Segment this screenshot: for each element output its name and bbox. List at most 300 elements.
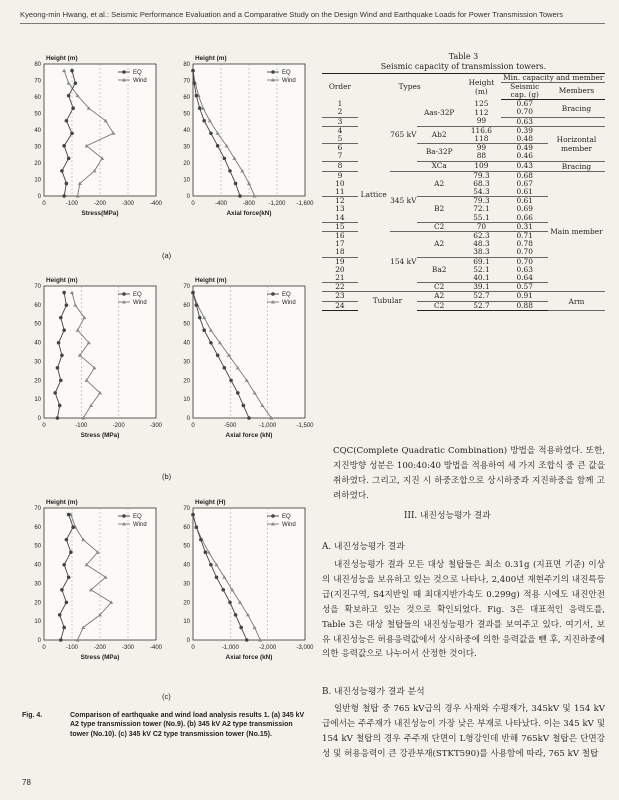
y-tick-label: 20	[34, 161, 41, 167]
eq-marker	[65, 182, 69, 186]
chart-svg	[171, 48, 313, 223]
cell-capacity: 0.39	[516, 125, 533, 135]
cell-subtype: A2	[417, 292, 461, 301]
cell-order: 7	[322, 152, 358, 161]
x-tick-label: -1,000	[259, 423, 277, 429]
y-tick-label: 10	[183, 619, 190, 626]
cell-height: 112	[474, 107, 489, 117]
cell-capacity: 0.91	[501, 292, 547, 301]
legend-wind-label: Wind	[282, 300, 296, 306]
y-tick-label: 10	[34, 397, 41, 404]
x-tick-label: 0	[42, 423, 46, 429]
legend-eq-label: EQ	[282, 292, 291, 298]
section-heading: III. 내진성능평가 결과	[404, 511, 491, 521]
y-tick-label: 40	[183, 562, 190, 569]
cell-subtype: A2	[417, 232, 461, 258]
legend-eq-marker	[271, 292, 275, 296]
legend-eq-marker	[122, 514, 126, 518]
cell-order: 3	[322, 117, 358, 126]
page-number: 78	[22, 778, 31, 787]
paragraph-a: 내진성능평가 결과 모든 대상 철탑들은 최소 0.31g (지표면 기준) 이상의 내진성능을 보유하고 있는 것으로 나타나, 2,400년 재현주기의 내진특등급(지진구역, S4지반일 때 최대지반가속도 0.299g) 적용 시에도 내진안전성을 확보하고 있는 것으로 확인되었다. Fig. 3은 대표적인 응력도를, Table 3은 대상 철탑들의 내진성능평가 결과를 보여주고 있다. 여기서, 보유 내진성능은 허용응력값에서 상시하중에 의한 응력값을 뺀 후, 지진하중에 의한 응력값으로 나누어서 산정한 것이다.	[322, 560, 605, 660]
eq-marker	[245, 638, 249, 642]
x-tick-label: 0	[42, 201, 46, 207]
cell-height: 72.1	[473, 204, 490, 214]
cell-capacity: 0.46	[501, 152, 547, 161]
panel-a-axial	[171, 48, 314, 217]
cell-capacity: 0.70	[516, 256, 533, 266]
y-tick-label: 60	[34, 302, 41, 309]
x-axis-label: Axial force (kN)	[225, 432, 273, 439]
y-tick-label: 20	[183, 378, 190, 385]
y-tick-label: 0	[37, 416, 41, 422]
cell-order: 8	[322, 161, 358, 171]
eq-marker	[60, 169, 64, 173]
cell-height: 62.3	[473, 231, 490, 241]
cell-height: 69.1	[473, 256, 490, 266]
legend-eq-marker	[122, 70, 126, 74]
chart-svg	[22, 48, 164, 223]
y-tick-label: 0	[186, 194, 190, 200]
chart-svg	[22, 492, 164, 667]
x-tick-label: -2,000	[259, 645, 277, 651]
x-tick-label: 0	[191, 423, 195, 429]
x-tick-label: -1,200	[268, 201, 286, 207]
legend-wind-label: Wind	[282, 522, 296, 528]
cell-order: 23	[322, 292, 358, 301]
y-tick-label: 50	[183, 321, 190, 328]
cell-order: 11	[322, 188, 358, 197]
eq-marker	[67, 513, 71, 517]
cell-height: 116.6	[470, 125, 492, 135]
cell-subtype: C2	[417, 301, 461, 310]
y-tick-label: 70	[183, 78, 190, 85]
x-axis-label: Stress (MPa)	[80, 432, 120, 439]
eq-marker	[59, 316, 63, 320]
cell-capacity: 0.66	[501, 214, 547, 223]
y-tick-label: 40	[183, 128, 190, 134]
cell-order: 2	[322, 108, 358, 117]
panel-b-stress	[22, 270, 164, 439]
cell-height: 70	[461, 222, 501, 231]
y-tick-label: 50	[34, 111, 41, 118]
y-tick-label: 30	[183, 359, 190, 366]
chart-svg	[22, 270, 164, 445]
x-axis-label: Stress(MPa)	[81, 210, 119, 217]
figure-caption	[22, 711, 312, 739]
th-seismic-cap: Seismic cap. (g)	[501, 83, 547, 100]
cell-height: 38.3	[461, 248, 501, 257]
cell-height: 40.1	[461, 274, 501, 283]
x-tick-label: -100	[75, 423, 88, 429]
cell-subtype: B2	[417, 197, 461, 223]
y-tick-label: 10	[34, 177, 41, 184]
cell-order: 19	[335, 256, 345, 266]
cell-capacity: 0.48	[501, 135, 547, 144]
cell-capacity: 0.61	[501, 188, 547, 197]
header-rule	[20, 23, 605, 24]
eq-marker	[65, 601, 69, 605]
eq-marker	[223, 366, 227, 370]
cell-member	[548, 117, 605, 126]
eq-marker	[195, 94, 199, 98]
cell-capacity: 0.63	[516, 264, 533, 274]
legend-wind-label: Wind	[282, 78, 296, 84]
subsection-a-heading: A. 내진성능평가 결과	[322, 542, 405, 552]
eq-marker	[60, 354, 64, 358]
cell-height: 48.3	[473, 239, 490, 249]
cell-capacity: 0.64	[501, 274, 547, 283]
cell-member: Bracing	[548, 161, 605, 171]
chart-svg	[171, 270, 313, 445]
cell-order: 22	[322, 283, 358, 292]
table-title: Table 3	[448, 52, 479, 61]
eq-marker	[199, 538, 203, 542]
cell-height: 39.1	[461, 283, 501, 292]
cell-height: 99	[461, 117, 501, 126]
y-tick-label: 40	[34, 562, 41, 569]
y-tick-label: 40	[34, 340, 41, 347]
eq-marker	[228, 601, 232, 605]
cell-subtype: C2	[417, 283, 461, 292]
y-tick-label: 30	[34, 359, 41, 366]
x-tick-label: -400	[149, 201, 163, 207]
cell-height: 54.3	[461, 188, 501, 197]
cell-capacity: 0.88	[501, 301, 547, 310]
eq-marker	[202, 328, 206, 332]
cell-order: 5	[322, 135, 358, 144]
cell-height: 88	[461, 152, 501, 161]
eq-marker	[70, 69, 74, 73]
legend-eq-label: EQ	[282, 514, 291, 520]
legend-eq-marker	[271, 70, 275, 74]
eq-marker	[209, 563, 213, 567]
cell-height: 52.1	[473, 264, 490, 274]
y-tick-label: 30	[34, 581, 41, 588]
eq-marker	[247, 416, 251, 420]
eq-marker	[65, 538, 69, 542]
x-tick-label: 0	[191, 201, 195, 207]
cell-capacity: 0.49	[516, 143, 533, 153]
cell-order: 17	[335, 239, 345, 249]
cell-order: 24	[322, 301, 358, 310]
eq-marker	[62, 563, 66, 567]
eq-marker	[239, 626, 243, 630]
th-order: Order	[322, 74, 358, 100]
cell-capacity: 0.31	[501, 222, 547, 231]
eq-marker	[60, 588, 64, 592]
cell-order: 10	[335, 178, 345, 188]
eq-marker	[236, 391, 240, 395]
y-tick-label: 10	[34, 619, 41, 626]
y-tick-label: 60	[34, 524, 41, 531]
cell-capacity: 0.69	[516, 204, 533, 214]
eq-marker	[192, 81, 196, 85]
eq-marker	[62, 194, 66, 198]
cell-order: 13	[335, 204, 345, 214]
chart-svg	[171, 492, 313, 667]
x-axis-label: Stress (MPa)	[80, 654, 120, 661]
eq-marker	[62, 144, 66, 148]
y-tick-label: 50	[183, 111, 190, 118]
cell-height: 99	[476, 143, 487, 153]
eq-marker	[191, 291, 195, 295]
cell-capacity: 0.61	[516, 196, 533, 206]
cell-member: Bracing	[548, 100, 605, 117]
eq-marker	[67, 576, 71, 580]
cell-height: 109	[461, 161, 501, 171]
eq-marker	[238, 194, 242, 198]
y-tick-label: 70	[34, 78, 41, 85]
panel-c-stress	[22, 492, 164, 661]
eq-marker	[62, 291, 66, 295]
eq-marker	[198, 106, 202, 110]
cell-tubular: Tubular	[372, 296, 403, 306]
x-tick-label: -1,600	[296, 201, 314, 207]
x-tick-label: -200	[112, 423, 125, 429]
eq-marker	[228, 169, 232, 173]
x-axis-label: Axial force (kN)	[225, 654, 273, 661]
x-tick-label: -500	[224, 423, 237, 429]
y-tick-label: 70	[34, 284, 41, 290]
eq-marker	[229, 379, 233, 383]
x-tick-label: -400	[149, 645, 163, 651]
legend-wind-label: Wind	[133, 78, 147, 84]
y-tick-label: 40	[183, 340, 190, 347]
eq-marker	[215, 576, 219, 580]
cell-height: 125	[474, 98, 489, 108]
cell-order: 21	[322, 274, 358, 283]
y-tick-label: 0	[37, 638, 41, 644]
y-tick-label: 30	[34, 144, 41, 151]
y-tick-label: 40	[34, 128, 41, 134]
x-tick-label: -200	[93, 645, 107, 651]
y-tick-label: 20	[34, 600, 41, 607]
eq-marker	[234, 182, 238, 186]
legend-eq-marker	[271, 514, 275, 518]
eq-marker	[216, 354, 220, 358]
th-types: Types	[358, 74, 461, 100]
eq-marker	[67, 94, 71, 98]
eq-marker	[65, 303, 69, 307]
eq-marker	[71, 525, 75, 529]
eq-marker	[59, 379, 63, 383]
running-header: Kyeong-min Hwang, et al.: Seismic Performance Evaluation and a Comparative Study on the Design Wind and Earthquake Loads for Power Transmission Towers	[20, 10, 564, 19]
table-row	[322, 292, 605, 301]
cell-order: 9	[337, 170, 343, 180]
eq-marker	[69, 550, 73, 554]
y-axis-label: Height (H)	[195, 499, 226, 506]
y-tick-label: 10	[183, 177, 190, 184]
y-tick-label: 80	[34, 62, 41, 68]
cell-height: 52.7	[461, 301, 501, 310]
x-tick-label: 0	[42, 645, 46, 651]
y-axis-label: Height (m)	[195, 277, 227, 284]
y-tick-label: 70	[183, 284, 190, 290]
cell-height: 79.3	[473, 196, 490, 206]
x-tick-label: -400	[214, 201, 228, 207]
x-tick-label: -100	[65, 201, 79, 207]
cell-order: 18	[322, 248, 358, 257]
eq-marker	[209, 132, 213, 136]
x-tick-label: -1,000	[221, 645, 239, 651]
figure-4	[22, 48, 314, 708]
x-tick-label: -300	[121, 645, 135, 651]
cell-subtype: Ab2	[417, 126, 461, 143]
sublabel-c: (c)	[162, 692, 171, 701]
y-tick-label: 50	[183, 543, 190, 550]
caption-label: Fig. 4.	[22, 712, 43, 719]
legend-wind-label: Wind	[133, 522, 147, 528]
y-tick-label: 60	[183, 302, 190, 309]
eq-marker	[70, 132, 74, 136]
y-axis-label: Height (m)	[46, 55, 78, 62]
cell-order: 20	[335, 264, 345, 274]
table-3	[322, 52, 605, 311]
eq-marker	[195, 525, 199, 529]
x-axis-label: Axial force(kN)	[226, 210, 272, 217]
eq-marker	[58, 404, 62, 408]
sublabel-b: (b)	[162, 472, 172, 481]
y-tick-label: 10	[183, 397, 190, 404]
cell-capacity: 0.71	[516, 231, 533, 241]
y-tick-label: 80	[183, 62, 190, 68]
y-tick-label: 0	[37, 194, 41, 200]
cell-voltage: 154 kV	[390, 232, 417, 292]
panel-b-axial	[171, 270, 314, 439]
seismic-capacity-table	[322, 73, 605, 311]
sublabel-a: (a)	[162, 251, 172, 260]
cell-order: 6	[337, 143, 343, 153]
y-tick-label: 60	[34, 95, 41, 101]
caption-text: Comparison of earthquake and wind load analysis results 1. (a) 345 kV A2 type transmission tower (No.9). (b) 345 kV A2 type transmission tower (No.10). (c) 345 kV C2 type transmission tower (No.15).	[70, 712, 305, 738]
cell-order: 16	[335, 231, 345, 241]
cell-order: 14	[322, 214, 358, 223]
eq-marker	[195, 303, 199, 307]
eq-marker	[234, 613, 238, 617]
th-height: Height (m)	[461, 74, 501, 100]
eq-marker	[242, 404, 246, 408]
cell-lattice: Lattice	[358, 100, 390, 292]
y-axis-label: Height (m)	[195, 55, 227, 62]
y-tick-label: 20	[34, 378, 41, 385]
cell-order: 15	[322, 222, 358, 231]
cell-subtype: Ba2	[417, 257, 461, 283]
y-axis-label: Height (m)	[46, 277, 78, 284]
eq-marker	[71, 106, 75, 110]
x-tick-label: -1,500	[296, 423, 314, 429]
cell-height: 55.1	[461, 214, 501, 223]
cell-member: Arm	[548, 292, 605, 310]
y-tick-label: 70	[34, 506, 41, 512]
eq-marker	[56, 416, 60, 420]
eq-marker	[59, 638, 63, 642]
cell-capacity: 0.67	[516, 99, 533, 109]
eq-marker	[223, 157, 227, 161]
eq-marker	[204, 550, 208, 554]
cell-voltage: 345 kV	[390, 171, 417, 231]
cell-capacity: 0.78	[516, 239, 533, 249]
eq-marker	[216, 144, 220, 148]
y-tick-label: 0	[186, 638, 190, 644]
table-body	[322, 100, 605, 311]
y-tick-label: 20	[183, 600, 190, 607]
eq-marker	[67, 157, 71, 161]
eq-marker	[56, 366, 60, 370]
x-tick-label: -3,000	[296, 645, 314, 651]
legend-eq-label: EQ	[282, 70, 291, 76]
cell-capacity: 0.67	[516, 178, 533, 188]
legend-eq-label: EQ	[133, 514, 142, 520]
table-subtitle: Seismic capacity of transmission towers.	[380, 62, 547, 71]
cell-member: Main member	[548, 171, 605, 292]
y-tick-label: 50	[34, 543, 41, 550]
cell-subtype: A2	[417, 171, 461, 197]
eq-marker	[202, 119, 206, 123]
cell-voltage: 765 kV	[390, 100, 417, 171]
cell-subtype: Aas-32P	[417, 100, 461, 127]
cell-capacity: 0.68	[516, 170, 533, 180]
eq-marker	[198, 316, 202, 320]
x-tick-label: 0	[191, 645, 195, 651]
eq-marker	[221, 588, 225, 592]
cell-height: 79.3	[473, 170, 490, 180]
x-tick-label: -200	[93, 201, 107, 207]
cell-capacity: 0.70	[501, 248, 547, 257]
subsection-b-heading: B. 내진성능평가 결과 분석	[322, 687, 425, 697]
cell-height: 68.3	[473, 178, 490, 188]
cell-order: 4	[337, 125, 343, 135]
y-tick-label: 50	[34, 321, 41, 328]
legend-eq-marker	[122, 292, 126, 296]
cell-capacity: 0.70	[501, 108, 547, 117]
eq-marker	[191, 513, 195, 517]
y-axis-label: Height (m)	[46, 499, 78, 506]
legend-wind-label: Wind	[133, 300, 147, 306]
cell-subtype: Ba-32P	[417, 144, 461, 161]
panel-c-axial	[171, 492, 314, 661]
cell-subtype: C2	[417, 222, 461, 231]
th-min-group: Min. capacity and member	[503, 73, 604, 82]
eq-marker	[209, 341, 213, 345]
y-tick-label: 60	[183, 524, 190, 531]
eq-marker	[62, 328, 66, 332]
eq-marker	[65, 119, 69, 123]
eq-marker	[57, 341, 61, 345]
y-tick-label: 20	[183, 161, 190, 167]
eq-marker	[191, 69, 195, 73]
x-tick-label: -300	[149, 423, 163, 429]
cell-capacity: 0.63	[501, 117, 547, 126]
cell-capacity: 0.57	[501, 283, 547, 292]
panel-a-stress	[22, 48, 164, 217]
y-tick-label: 30	[183, 144, 190, 151]
cell-subtype: XCa	[417, 161, 461, 171]
table-row	[322, 100, 605, 109]
cell-order: 12	[335, 196, 345, 206]
legend-eq-label: EQ	[133, 292, 142, 298]
cell-height: 52.7	[461, 292, 501, 301]
paragraph-cqc: CQC(Complete Quadratic Combination) 방법을 적용하였다. 또한, 지진방향 성분은 100:40:40 방법을 적용하여 세 가지 조합식 중 큰 값을 취하였다. 그리고, 지진 시 하중조합으로 상시하중과 지진하중을 함께 고려하였다.	[333, 446, 605, 501]
eq-marker	[53, 391, 57, 395]
y-tick-label: 70	[183, 506, 190, 512]
eq-marker	[58, 613, 62, 617]
y-tick-label: 60	[183, 95, 190, 101]
eq-marker	[74, 81, 78, 85]
x-tick-label: -300	[121, 201, 135, 207]
y-tick-label: 30	[183, 581, 190, 588]
paragraph-b: 일반형 철탑 중 765 kV급의 경우 사재와 수평재가, 345kV 및 154 kV급에서는 주주재가 내진성능이 가장 낮은 부재로 나타났다. 이는 345 kV 및 154 kV 철탑의 경우 주주재 단면이 L형강인데 반해 765kV 철탑은 단면강성 및 허용응력이 큰 강관부재(STKT590)를 사용함에 따라, 765 kV 철탑	[322, 704, 605, 759]
cell-order: 1	[337, 98, 343, 108]
